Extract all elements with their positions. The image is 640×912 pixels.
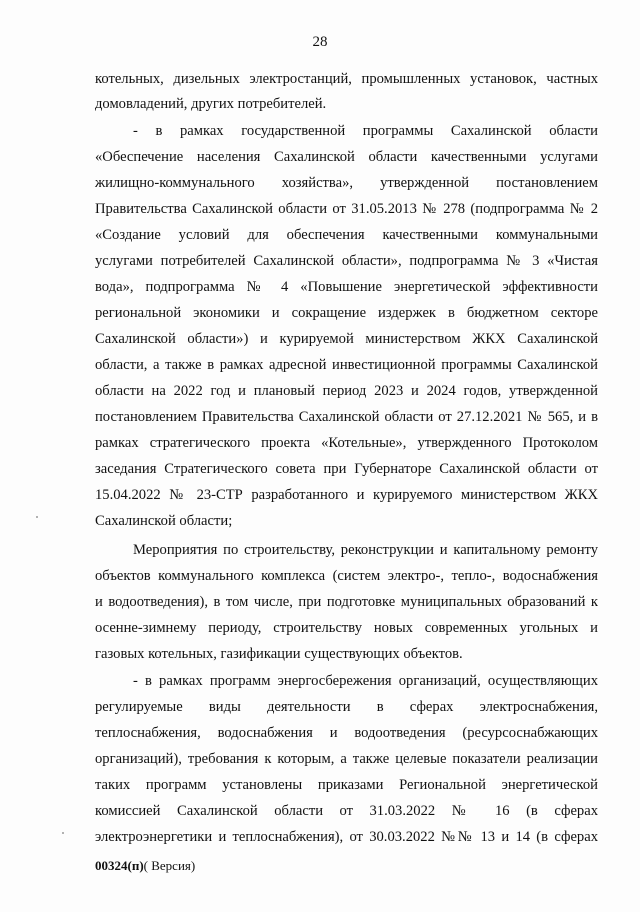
text-line: теплоснабжения, водоснабжения и водоотведения (ресурсоснабжающих: [95, 725, 598, 741]
text-line: регулируемые виды деятельности в сферах электроснабжения,: [95, 699, 598, 715]
text-line: области на 2022 год и плановый период 2023 и 2024 годов, утвержденной: [95, 383, 598, 399]
document-code: [95, 858, 195, 874]
text-line: жилищно-коммунального хозяйства», утвержденной постановлением: [95, 175, 598, 191]
text-line: рамках стратегического проекта «Котельные», утвержденного Протоколом: [95, 435, 598, 451]
text-line: организаций), требования к которым, а также целевые показатели реализации: [95, 751, 598, 767]
text-line: таких программ установлены приказами Региональной энергетической: [95, 777, 598, 793]
text-line: - в рамках государственной программы Сахалинской области: [133, 123, 598, 139]
footer-code-number: 00324(п): [95, 858, 144, 873]
footer-version: ( Версия): [143, 858, 196, 873]
text-line: региональной экономики и сокращение издержек в бюджетном секторе: [95, 305, 598, 321]
text-line: газовых котельных, газификации существующих объектов.: [95, 646, 463, 662]
text-line: 15.04.2022 № 23-СТР разработанного и курируемого министерством ЖКХ: [95, 487, 598, 503]
text-line: заседания Стратегического совета при Губернаторе Сахалинской области от: [95, 461, 598, 477]
text-line: электроэнергетики и теплоснабжения), от 30.03.2022 №№ 13 и 14 (в сферах: [95, 829, 598, 845]
text-line: осенне-зимнему периоду, строительству новых современных угольных и: [95, 620, 598, 636]
text-line: области, а также в рамках адресной инвестиционной программы Сахалинской: [95, 357, 598, 373]
text-line: котельных, дизельных электростанций, промышленных установок, частных: [95, 71, 598, 87]
text-line: Мероприятия по строительству, реконструкции и капитальному ремонту: [133, 542, 598, 558]
text-line: и водоотведения), в том числе, при подготовке муниципальных образований к: [95, 594, 598, 610]
text-line: объектов коммунального комплекса (систем электро-, тепло-, водоснабжения: [95, 568, 598, 584]
scan-speck: [36, 516, 38, 518]
scan-speck: [62, 832, 64, 834]
text-line: «Создание условий для обеспечения качественными коммунальными: [95, 227, 598, 243]
page-number: 28: [312, 34, 328, 50]
text-line: комиссией Сахалинской области от 31.03.2022 № 16 (в сферах: [95, 803, 598, 819]
text-line: услугами потребителей Сахалинской области», подпрограмма № 3 «Чистая: [95, 253, 598, 269]
text-line: «Обеспечение населения Сахалинской области качественными услугами: [95, 149, 598, 165]
text-line: Сахалинской области») и курируемой министерством ЖКХ Сахалинской: [95, 331, 598, 347]
text-line: домовладений, других потребителей.: [95, 96, 327, 112]
text-line: Правительства Сахалинской области от 31.05.2013 № 278 (подпрограмма № 2: [95, 201, 598, 217]
text-line: - в рамках программ энергосбережения организаций, осуществляющих: [133, 673, 598, 689]
text-line: постановлением Правительства Сахалинской области от 27.12.2021 № 565, и в: [95, 409, 598, 425]
text-line: Сахалинской области;: [95, 513, 233, 529]
text-line: вода», подпрограмма № 4 «Повышение энергетической эффективности: [95, 279, 598, 295]
